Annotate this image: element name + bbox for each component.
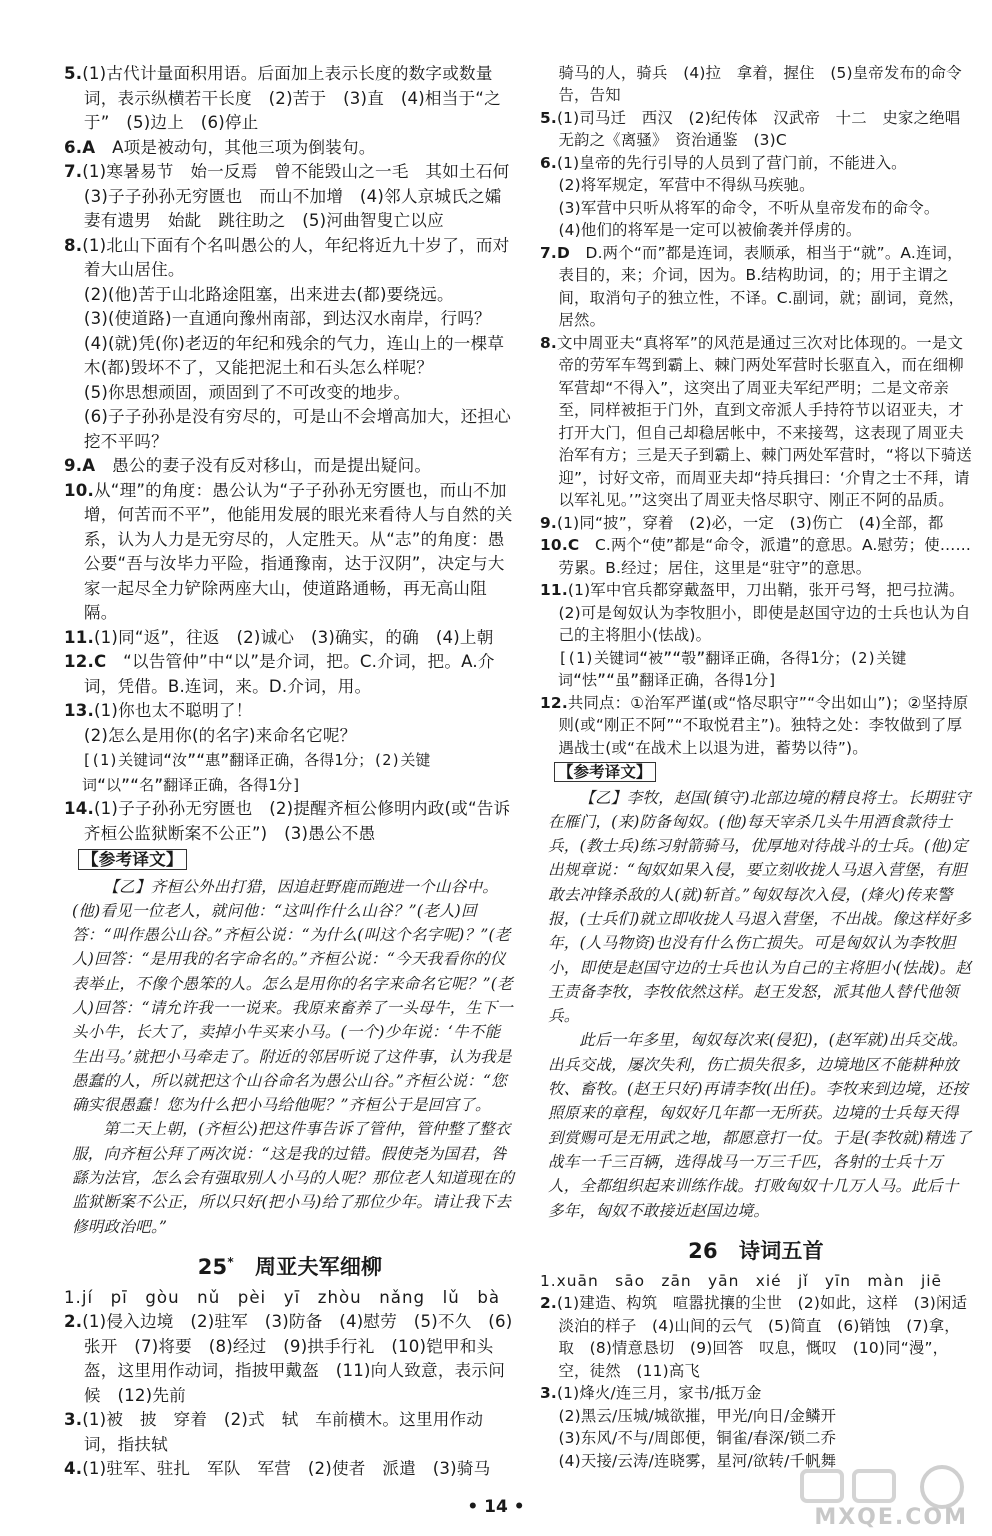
- right-column: [540, 62, 978, 1472]
- answer-number: 3.: [64, 1410, 83, 1430]
- reference-translation-label: [554, 761, 972, 783]
- section-title: 诗词五首: [739, 1238, 824, 1263]
- pinyin-answer: 1.jí pī gòu nǔ pèi yī zhòu nǎng lǔ bà: [64, 1287, 501, 1307]
- reference-label-text: 【参考译文】: [554, 762, 656, 782]
- answer-item: 6.A A项是被动句，其他三项为倒装句。: [64, 137, 376, 157]
- page-number: • 14 •: [467, 1497, 525, 1517]
- answer-item: 5.(1)司马迁 西汉 (2)纪传体 汉武帝 十二 史家之绝唱 无韵之《离骚》 资治通鉴 (3)C: [540, 108, 976, 150]
- answer-number: 10.C: [540, 536, 580, 555]
- answer-number: 8.: [64, 235, 83, 255]
- section-title: 周亚夫军细柳: [255, 1254, 383, 1279]
- answer-item: 2.(1)侵入边境 (2)驻军 (3)防备 (4)慰劳 (5)不久 (6)张开 (7)将要 (8)经过 (9)拱手行礼 (10)铠甲和头盔，这里用作动词，指披甲戴盔 (11)向人致意，表示问候 (12)先前: [64, 1312, 513, 1405]
- answer-subitem: (4)天接/云涛/连晓雾，星河/欲转/千帆舞: [558, 1451, 837, 1470]
- answer-item: 2.(1)建造、构筑 喧嚣扰攘的尘世 (2)如此，这样 (3)闲适淡泊的样子 (4)山间的云气 (5)简直 (6)销蚀 (7)拿，取 (8)情意恳切 (9)回答 叹息，慨叹 (10)同“漫”，空，徒然 (11)高飞: [540, 1294, 968, 1380]
- answer-subitem: (3)东风/不与/周郎便，铜雀/春深/锁二乔: [558, 1429, 837, 1448]
- answer-item: 12.共同点：①治军严谨(或“恪尽职守”“令出如山”)；②坚持原则(或“刚正不阿”“不取悦君主”)。独特之处：李牧做到了厚遇战士(或“在战术上以退为进，蓄势以待”)。: [540, 693, 969, 757]
- reference-translation-label: [78, 848, 516, 873]
- translation-paragraph: 【乙】齐桓公外出打猎，因追赶野鹿而跑进一个山谷中。(他)看见一位老人，就问他：“这叫作什么山谷？”(老人)回答：“叫作愚公山谷。”齐桓公说：“为什么(叫这个名字呢)？”(老人)回答：“是用我的名字命名的。”齐桓公说：“今天我看你的仪表举止，不像个愚笨的人。怎么是用你的名字来命名它呢？”(老人)回答：“请允许我一一说来。我原来畜养了一头母牛，生下一头小牛，长大了，卖掉小牛买来小马。(一个)少年说：‘牛不能生出马。’就把小马牵走了。附近的邻居听说了这件事，认为我是愚蠢的人，所以就把这个山谷命名为愚公山谷。”齐桓公说：“您确实很愚蠢！您为什么把小马给他呢？”齐桓公于是回宫了。: [72, 877, 513, 1115]
- answer-number: 8.: [540, 333, 557, 352]
- answer-item: 9.A 愚公的妻子没有反对移山，而是提出疑问。: [64, 456, 432, 475]
- answer-subitem: 骑马的人，骑兵 (4)拉 拿着，握住 (5)皇帝发布的命令 告，告知: [558, 64, 978, 105]
- answer-subitem: (6)子子孙孙是没有穷尽的，可是山不会增高加大，还担心挖不平吗？: [83, 407, 512, 451]
- answer-item: 5.(1)古代计量面积用语。后面加上表示长度的数字或数量词，表示纵横若干长度 (2)苦于 (3)直 (4)相当于“之于” (5)边上 (6)停止: [64, 64, 501, 132]
- answer-number: 12.C: [64, 652, 107, 671]
- answer-item: 8.文中周亚夫“真将军”的风范是通过三次对比体现的。一是文帝的劳军车驾到霸上、棘门两处军营时长驱直入，而在细柳军营却“不得入”，这突出了周亚夫军纪严明；二是文帝亲至，同样被拒于门外，直到文帝派人手持符节以诏亚夫，才打开大门，但自己却稳居帐中，不来接驾，这表现了周亚夫治军有方；三是天子到霸上、棘门两处军营时，“将以下骑送迎”，讨好文帝，而周亚夫却“持兵揖曰：‘介胄之士不拜，请以军礼见。’”这突出了周亚夫恪尽职守、刚正不阿的品质。: [540, 333, 972, 510]
- answer-item: 13.(1)你也太不聪明了！: [64, 701, 253, 720]
- answer-number: 5.: [540, 108, 557, 127]
- answer-number: 13.: [64, 701, 94, 720]
- answer-subitem: (3)军营中只听从将军的命令，不听从皇帝发布的命令。: [558, 198, 940, 217]
- answer-item: 10.C C.两个“使”都是“命令，派遣”的意思。A.慰劳；使……劳累。B.经过；居住，这里是“驻守”的意思。: [540, 536, 972, 577]
- answer-number: 3.: [540, 1384, 557, 1403]
- translation-paragraph: 第二天上朝，(齐桓公)把这件事告诉了管仲，管仲整了整衣服，向齐桓公拜了两次说：“这是我的过错。假使尧为国君，咎繇为法官，怎么会有强取别人小马的人呢？那位老人知道现在的监狱断案不公正，所以只好(把小马)给了那位少年。请让我下去修明政治吧。”: [72, 1120, 515, 1236]
- answer-item: 6.(1)皇帝的先行引导的人员到了营门前，不能进入。: [540, 153, 907, 172]
- answer-item: 7.(1)寒暑易节 始一反焉 曾不能毁山之一毛 其如土石何 (3)子子孙孙无穷匮也 而山不加增 (4)邻人京城氏之孀妻有遗男 始龀 跳往助之 (5)河曲智叟亡以应: [64, 162, 527, 230]
- answer-item: 9.(1)同“披”，穿着 (2)必，一定 (3)伤亡 (4)全部，都: [540, 513, 944, 532]
- section-number: 25: [197, 1254, 228, 1279]
- answer-item: 12.C “以告管仲”中“以”是介词，把。C.介词，把。A.介词，凭借。B.连词，来。D.介词，用。: [64, 652, 495, 696]
- scoring-note: [(1)关键词“被”“彀”翻译正确，各得1分；(2)关键词“怯”“虽”翻译正确，各得1分]: [558, 648, 907, 690]
- answer-number: 6.A: [64, 137, 96, 157]
- answer-item: 7.D D.两个“而”都是连词，表顺承，相当于“就”。A.连词，表目的，来；介词，因为。B.结构助词，的；用于主谓之间，取消句子的独立性，不译。C.副词，就；副词，竟然，居然。: [540, 243, 965, 330]
- scoring-note: [(1)关键词“汝”“惠”翻译正确，各得1分；(2)关键词“以”“名”翻译正确，各得1分]: [82, 751, 431, 794]
- answer-subitem: (2)可是匈奴认为李牧胆小，即使是赵国守边的士兵也认为自己的主将胆小(怯战)。: [558, 603, 971, 645]
- translation-paragraph: 此后一年多里，匈奴每次来(侵犯)，(赵军就)出兵交战。出兵交战，屡次失利，伤亡损失很多，边境地区不能耕种放牧、畜牧。(赵王只好)再请李牧(出任)。李牧来到边境，还按照原来的章程，匈奴好几年都一无所获。边境的士兵每天得到赏赐可是无用武之地，都愿意打一仗。于是(李牧就)精选了战车一千三百辆，选得战马一万三千匹，各射的士兵十万人，全都组织起来训练作战。打败匈奴十几万人马。此后十多年，匈奴不敢接近赵国边境。: [548, 1031, 972, 1220]
- watermark-text: MXQE.COM: [814, 1505, 968, 1530]
- answer-item: 10.从“理”的角度：愚公认为“子子孙孙无穷匮也，而山不加增，何苦而不平”，他能用发展的眼光来看待人与自然的关系，认为人力是无穷尽的，人定胜天。从“志”的角度：愚公要“吾与汝毕力平险，指通豫南，达于汉阴”，决定与大家一起尽全力铲除两座大山，使道路通畅，再无高山阻隔。: [64, 480, 513, 622]
- answer-number: 2.: [64, 1312, 83, 1332]
- answer-number: 11.: [540, 581, 568, 600]
- answer-subitem: (4)(就)凭(你)老迈的年纪和残余的气力，连山上的一棵草木(都)毁坏不了，又能把泥土和石头怎么样呢？: [83, 333, 505, 377]
- left-column: [64, 62, 527, 1482]
- pinyin-answer: 1.xuān sāo zān yān xié jǐ yīn màn jiē: [540, 1271, 943, 1290]
- answer-number: 11.: [64, 627, 94, 647]
- answer-subitem: (3)(使道路)一直通向豫州南部，到达汉水南岸，行吗？: [83, 309, 491, 328]
- answer-item: 8.(1)北山下面有个名叫愚公的人，年纪将近九十岁了，而对着大山居住。: [64, 235, 510, 279]
- reference-label-text: 【参考译文】: [78, 849, 187, 870]
- section-mark: *: [227, 1254, 234, 1269]
- answer-item: 11.(1)军中官兵都穿戴盔甲，刀出鞘，张开弓弩，把弓拉满。: [540, 581, 965, 600]
- answer-subitem: (2)将军规定，军营中不得纵马疾驰。: [558, 176, 815, 195]
- answer-subitem: (2)怎么是用你(的名字)来命名它呢？: [83, 725, 357, 745]
- section-heading: [540, 1231, 972, 1266]
- answer-number: 7.D: [540, 243, 570, 262]
- translation-paragraph: 【乙】李牧，赵国(镇守)北部边境的精良将士。长期驻守在雁门，(来)防备匈奴。(他)每天宰杀几头牛用酒食款待士兵，(教士兵)练习射箭骑马，优厚地对待战斗的士兵。(他)定出规章说：“匈奴如果入侵，要立刻收拢人马退入营堡，有胆敢去冲锋杀敌的人(就)斩首。”匈奴每次入侵，(烽火)传来警报，(士兵们)就立即收拢人马退入营堡，不出战。像这样好多年，(人马物资)也没有什么伤亡损失。可是匈奴认为李牧胆小，即使是赵国守边的士兵也认为自己的主将胆小(怯战)。赵王责备李牧，李牧依然这样。赵王发怒，派其他人替代他领兵。: [548, 788, 972, 1026]
- answer-item: 11.(1)同“返”，往返 (2)诚心 (3)确实，的确 (4)上朝: [64, 627, 494, 647]
- answer-number: 9.: [540, 513, 557, 532]
- answer-number: 7.: [64, 162, 83, 181]
- answer-number: 12.: [540, 693, 568, 712]
- answer-subitem: (5)你思想顽固，顽固到了不可改变的地步。: [83, 382, 411, 402]
- section-heading: [64, 1247, 516, 1282]
- answer-item: 14.(1)子子孙孙无穷匮也 (2)提醒齐桓公修明内政(或“告诉齐桓公监狱断案不公正”) (3)愚公不愚: [64, 799, 511, 843]
- answer-item: 3.(1)烽火/连三月，家书/抵万金: [540, 1384, 762, 1403]
- section-number: 26: [688, 1238, 718, 1263]
- answer-subitem: (2)(他)苦于山北路途阻塞，出来进去(都)要绕远。: [83, 284, 454, 304]
- answer-number: 5.: [64, 64, 83, 83]
- answer-number: 9.A: [64, 456, 96, 475]
- answer-number: 4.: [64, 1459, 83, 1479]
- answer-item: 4.(1)驻军、驻扎 军队 军营 (2)使者 派遣 (3)骑马: [64, 1459, 491, 1479]
- answer-number: 10.: [64, 480, 94, 500]
- answer-item: 3.(1)被 披 穿着 (2)式 轼 车前横木。这里用作动词，指扶轼: [64, 1410, 484, 1454]
- answer-subitem: (4)他们的将军是一定可以被偷袭并俘虏的。: [558, 221, 862, 240]
- answer-subitem: (2)黑云/压城/城欲摧，甲光/向日/金鳞开: [558, 1406, 837, 1425]
- answer-number: 2.: [540, 1294, 557, 1313]
- answer-number: 14.: [64, 799, 94, 818]
- answer-number: 6.: [540, 153, 557, 172]
